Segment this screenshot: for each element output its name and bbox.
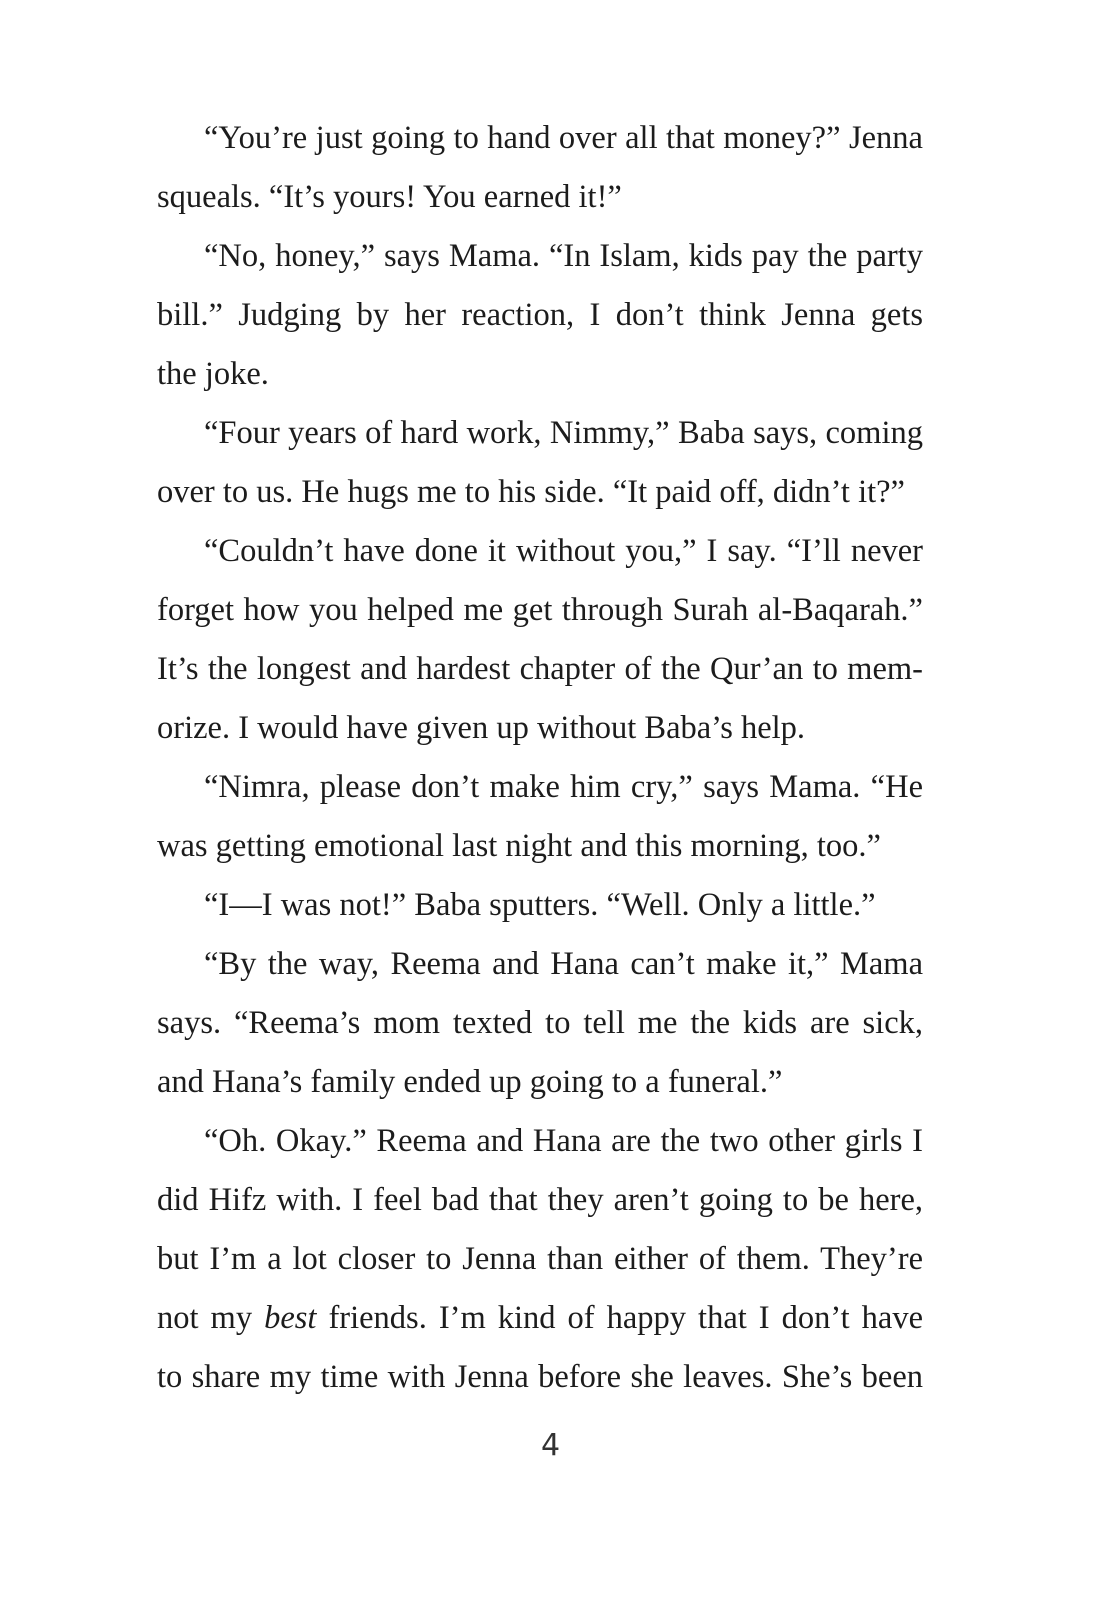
text-line: over to us. He hugs me to his side. “It paid off, didn’t it?” xyxy=(157,474,905,510)
text-line: “By the way, Reema and Hana can’t make it,” Mama xyxy=(204,946,923,982)
text-line: “Four years of hard work, Nimmy,” Baba says, coming xyxy=(204,415,923,451)
text-line: “You’re just going to hand over all that money?” Jenna xyxy=(204,120,923,156)
text-line: “Oh. Okay.” Reema and Hana are the two other girls I xyxy=(204,1123,923,1159)
text-line: the joke. xyxy=(157,356,269,392)
text-line: squeals. “It’s yours! You earned it!” xyxy=(157,179,622,215)
text-line: and Hana’s family ended up going to a funeral.” xyxy=(157,1064,783,1100)
text-segment: friends. I’m kind of happy that I don’t have xyxy=(316,1300,923,1336)
text-line: says. “Reema’s mom texted to tell me the kids are sick, xyxy=(157,1005,923,1041)
page-number: 4 xyxy=(540,1428,561,1463)
text-line: “I—I was not!” Baba sputters. “Well. Only a little.” xyxy=(204,887,876,923)
text-line xyxy=(157,1289,923,1348)
text-segment: not my xyxy=(157,1300,265,1336)
text-line: but I’m a lot closer to Jenna than either of them. They’re xyxy=(157,1241,923,1277)
text-line: did Hifz with. I feel bad that they aren’t going to be here, xyxy=(157,1182,923,1218)
text-line: to share my time with Jenna before she leaves. She’s been xyxy=(157,1359,923,1395)
text-line: “Couldn’t have done it without you,” I say. “I’ll never xyxy=(204,533,923,569)
italic-emphasis: best xyxy=(264,1300,317,1336)
text-line: orize. I would have given up without Baba’s help. xyxy=(157,710,806,746)
text-line: forget how you helped me get through Surah al-Baqarah.” xyxy=(157,592,923,628)
body-text xyxy=(157,109,923,1407)
text-line: “No, honey,” says Mama. “In Islam, kids pay the party xyxy=(204,238,923,274)
text-line: was getting emotional last night and this morning, too.” xyxy=(157,828,881,864)
text-line: bill.” Judging by her reaction, I don’t think Jenna gets xyxy=(157,297,923,333)
text-line: It’s the longest and hardest chapter of the Qur’an to mem- xyxy=(157,651,923,687)
text-line: “Nimra, please don’t make him cry,” says Mama. “He xyxy=(204,769,923,805)
